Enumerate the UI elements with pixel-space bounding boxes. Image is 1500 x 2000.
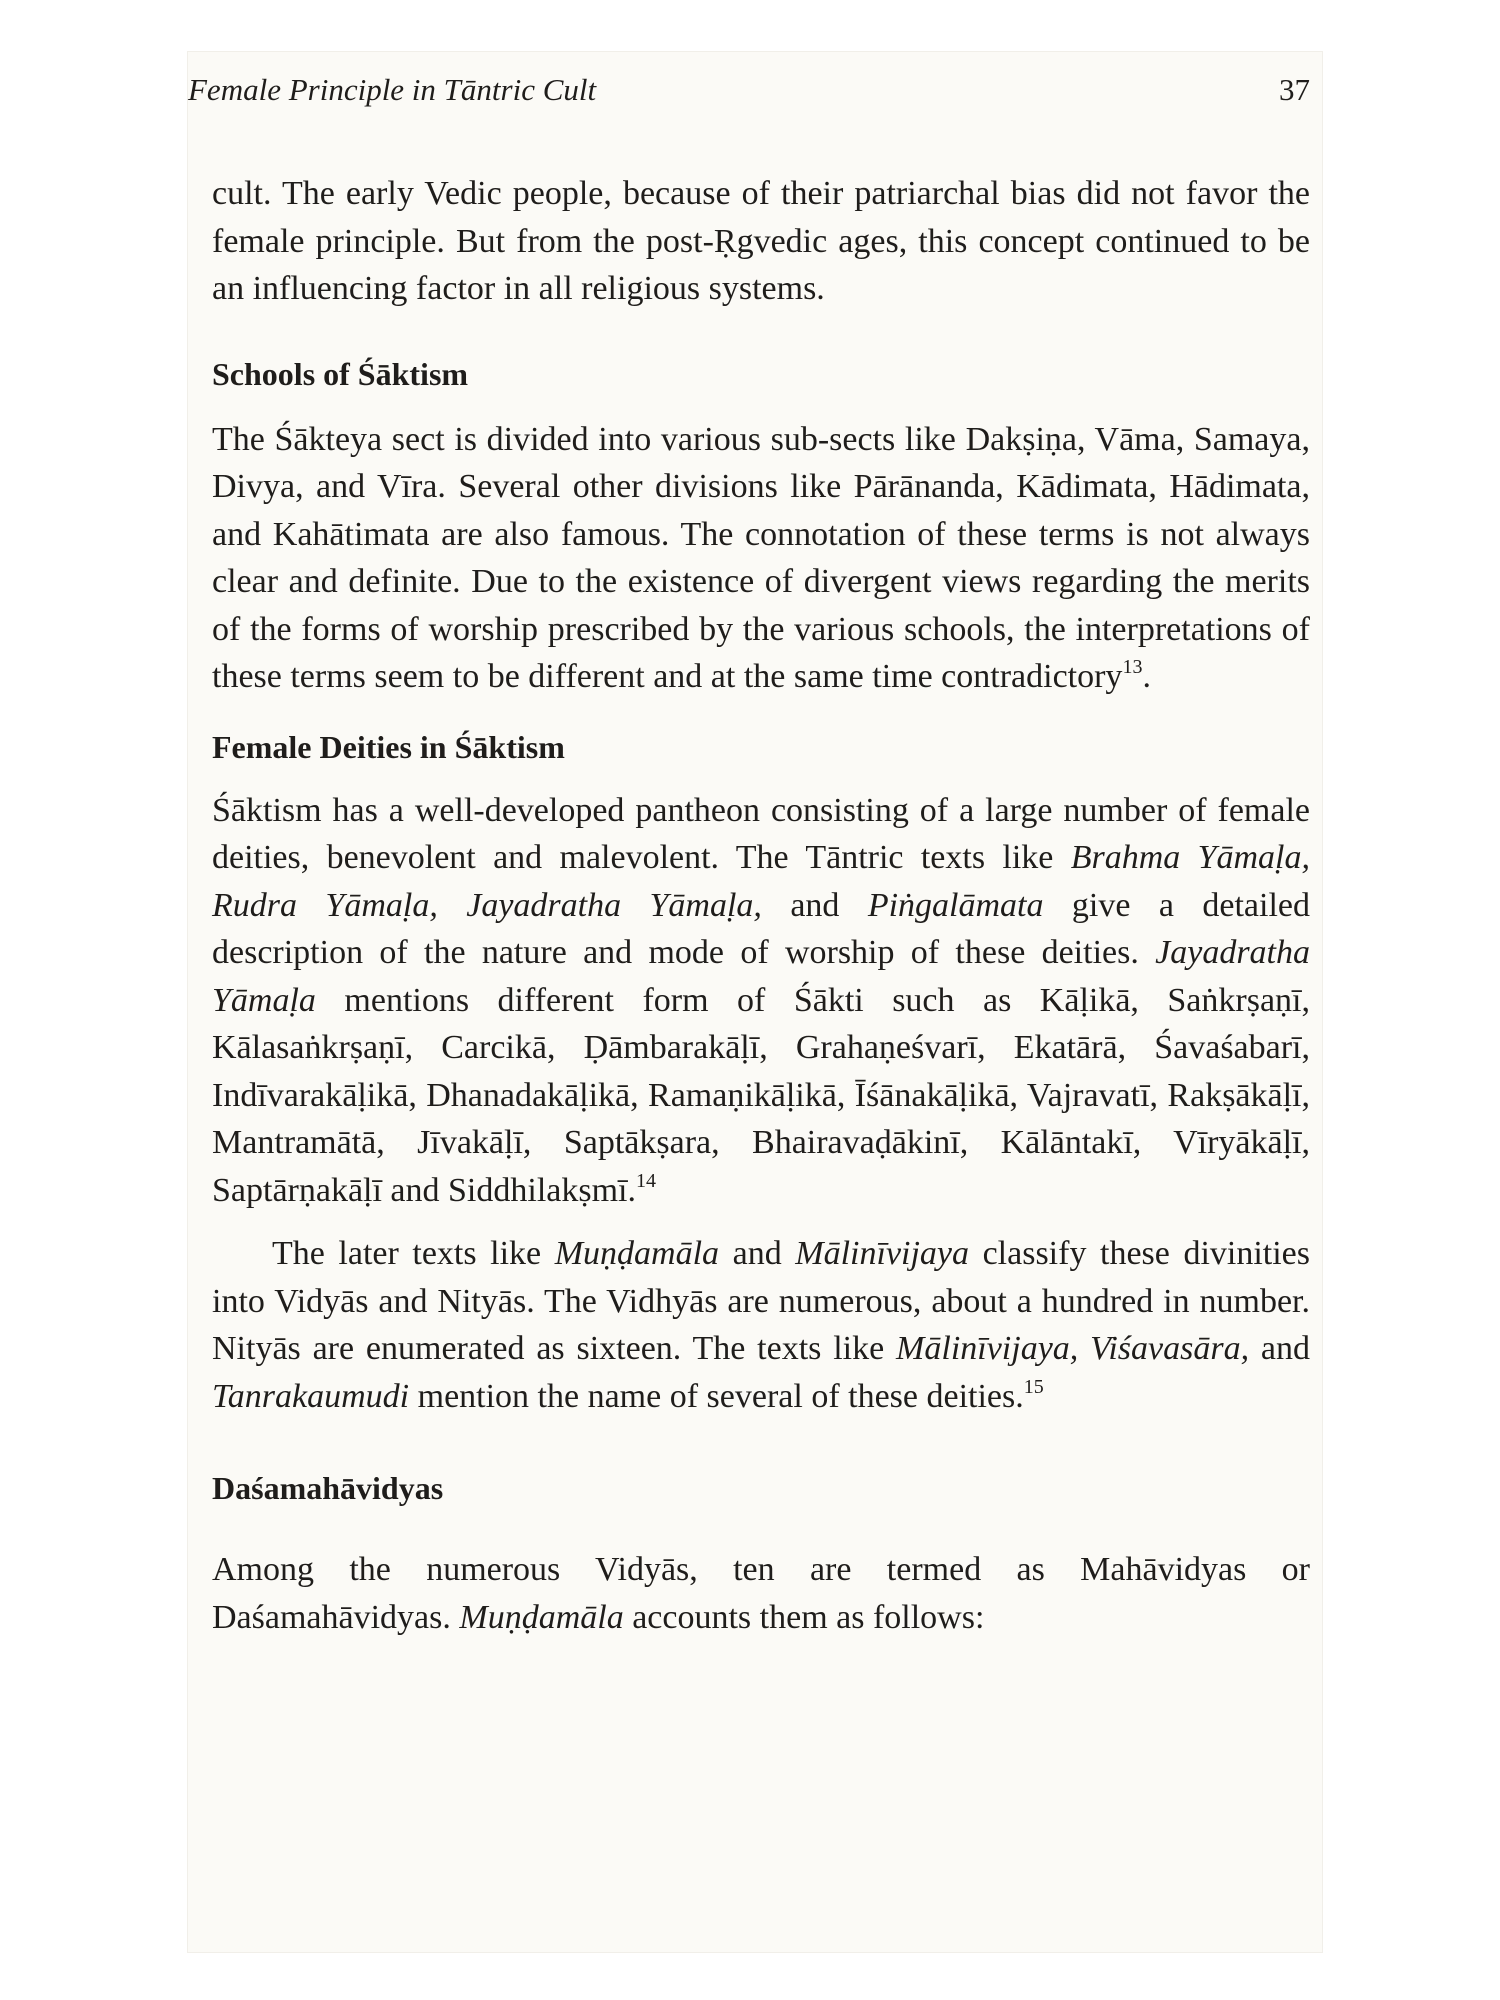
- footnote-ref-14: 14: [636, 1169, 656, 1192]
- later-text-1: The later texts like: [272, 1235, 555, 1272]
- later-title-malinivijaya-visavasara: Mālinīvijaya, Viśavasāra,: [896, 1330, 1250, 1367]
- intro-paragraph: cult. The early Vedic people, because of their patriarchal bias did not favor the female principle. But from the post-Ṛgvedic ages, this concept continued to be an influencing factor in all religious systems.: [212, 175, 1310, 307]
- section-heading-female-deities: Female Deities in Śāktism: [212, 728, 565, 765]
- schools-text: The Śākteya sect is divided into various sub-sects like Dakṣiṇa, Vāma, Samaya, Divya, and Vīra. Several other divisions like Pārānanda, Kādimata, Hādimata, and Kahātimata are also famous. The connotation of these terms is not always clear and definite. Due to the existence of divergent views regarding the merits of the forms of worship prescribed by the various schools, the interpretations of these terms seem to be different and at the same time contradictory: [212, 420, 1310, 695]
- later-title-tanrakaumudi: Tanrakaumudi: [212, 1377, 410, 1415]
- page-number: 37: [1279, 72, 1310, 107]
- footnote-ref-15: 15: [1023, 1375, 1044, 1398]
- mahavidyas-paragraph: [212, 1546, 1310, 1641]
- schools-paragraph: [212, 416, 1310, 701]
- deities-paragraph: [212, 787, 1310, 1215]
- running-head: Female Principle in Tāntric Cult: [188, 72, 597, 107]
- later-title-malinivijaya: Mālinīvijaya: [795, 1235, 970, 1272]
- section-heading-dasamahavidyas: Daśamahāvidyas: [212, 1470, 444, 1506]
- schools-end: .: [1142, 658, 1151, 695]
- section-heading-schools: Schools of Śāktism: [212, 355, 469, 392]
- later-title-mundamala: Muṇḍamāla: [554, 1235, 720, 1272]
- deities-text-4: mentions different form of Śākti such as Kāḷikā, Saṅkrṣaṇī, Kālasaṅkrṣaṇī, Carcikā, Ḍāmbarakāḷī, Grahaṇeśvarī, Ekatārā, Śavaśabarī, Indīvarakāḷikā, Dhanadakāḷikā, Ramaṇikāḷikā, Īśānakāḷikā, Vajravatī, Rakṣākāḷī, Mantramātā, Jīvakāḷī, Saptākṣara, Bhairavaḍākinī, Kālāntakī, Vīryākāḷī, Saptārṇakāḷī and Siddhilakṣmī.: [212, 981, 1310, 1209]
- later-text-4: and: [1249, 1330, 1311, 1367]
- later-text-5: mention the name of several of these deities.: [409, 1377, 1024, 1415]
- footnote-ref-13: 13: [1122, 656, 1143, 678]
- later-text-3: classify these divinities into Vidyās and Nityās. The Vidhyās are numerous, about a hundred in number. Nityās are enumerated as sixteen. The texts like: [212, 1235, 1310, 1367]
- later-text-2: and: [719, 1235, 796, 1272]
- deities-text-1: Śāktism has a well-developed pantheon consisting of a large number of female deities, benevolent and malevolent. The Tāntric texts like: [212, 791, 1310, 876]
- deities-title-jayadratha: Jayadratha Yāmaḷa: [212, 934, 1310, 1019]
- deities-text-3: give a detailed description of the nature and mode of worship of these deities.: [212, 886, 1310, 971]
- page-header: [188, 72, 1310, 122]
- among-text-2: accounts them as follows:: [623, 1598, 985, 1636]
- among-text-1: Among the numerous Vidyās, ten are termed as Mahāvidyas or Daśamahāvidyas.: [212, 1551, 1310, 1636]
- page-body: [212, 170, 1310, 1641]
- deities-title-pingalamata: Piṅgalāmata: [867, 886, 1044, 924]
- deities-title-yamala: Brahma Yāmaḷa, Rudra Yāmaḷa, Jayadratha Yāmaḷa,: [212, 839, 1310, 924]
- deities-text-2: and: [761, 886, 868, 924]
- among-title-mundamala: Muṇḍamāla: [459, 1598, 624, 1636]
- later-texts-paragraph: [212, 1230, 1310, 1420]
